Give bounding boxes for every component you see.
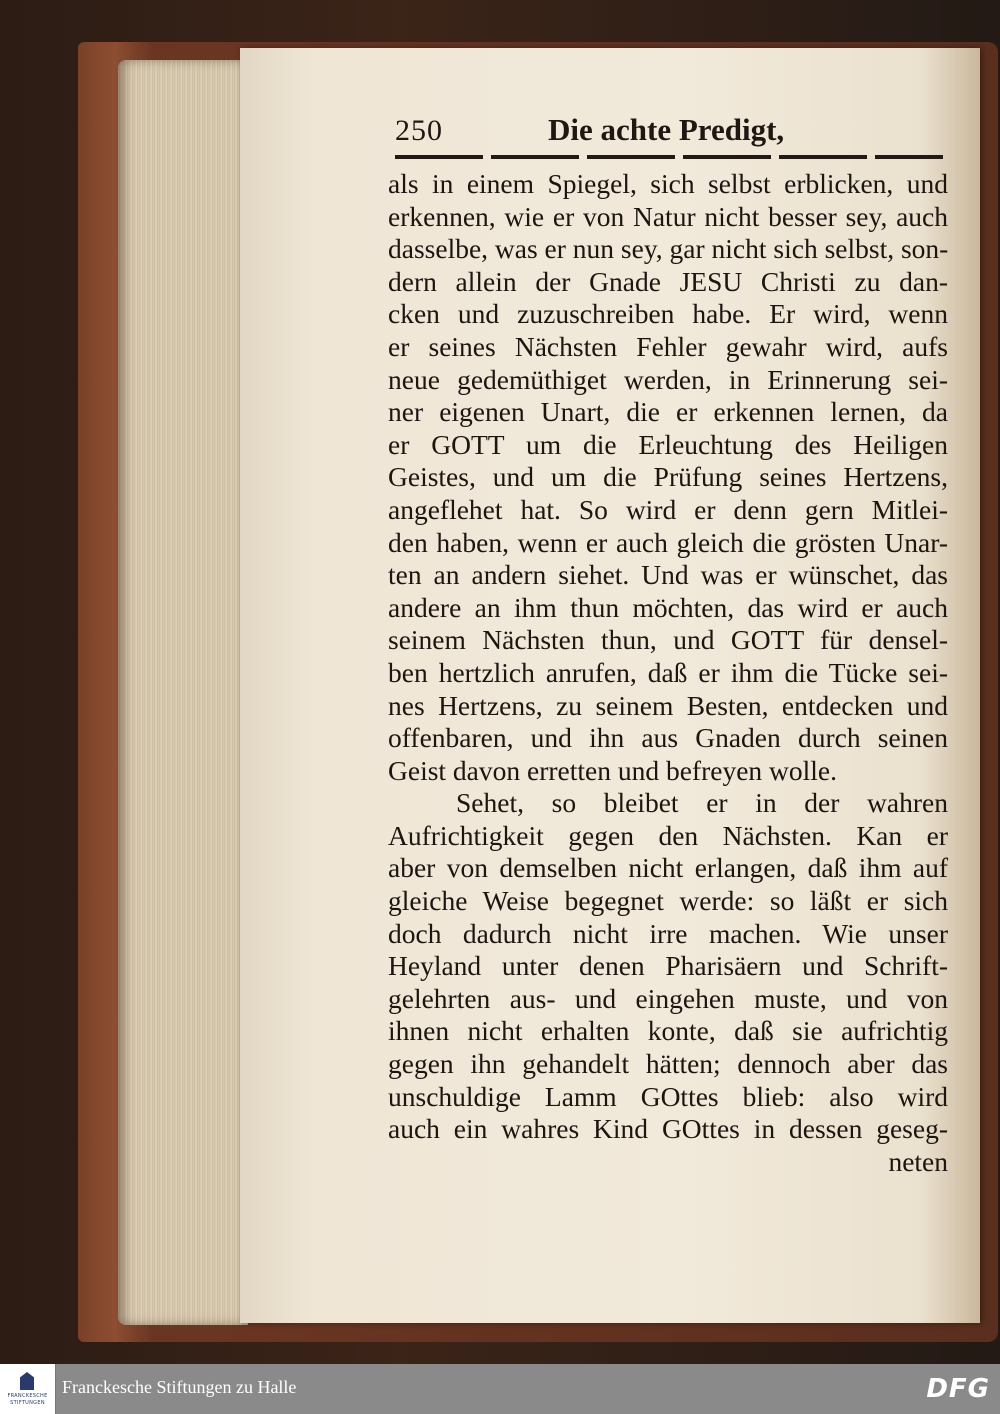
text-line: nes Hertzens, zu seinem Besten, entdecken und <box>388 689 948 721</box>
text-line: als in einem Spiegel, sich selbst erblicken, und <box>388 168 948 199</box>
text-line: gelehrten aus- und eingehen muste, und von <box>388 982 948 1014</box>
text-line: Geistes, und um die Prüfung seines Hertzens, <box>388 461 948 493</box>
page-header <box>395 108 943 152</box>
text-line: gegen ihn gehandelt hätten; dennoch aber das <box>388 1048 948 1080</box>
text-line: dasselbe, was er nun sey, gar nicht sich selbst, son- <box>388 233 949 265</box>
building-icon <box>20 1372 34 1390</box>
page-number: 250 <box>395 114 443 147</box>
catchword: neten <box>888 1145 948 1177</box>
text-line: cken und zuzuschreiben habe. Er wird, wenn <box>388 298 948 330</box>
text-line: andere an ihm thun möchten, das wird er auch <box>388 591 948 623</box>
text-line: erkennen, wie er von Natur nicht besser sey, auch <box>388 200 948 232</box>
text-line: doch dadurch nicht irre machen. Wie unser <box>388 917 948 949</box>
viewer-footer <box>0 1364 1000 1414</box>
page-edges <box>118 60 248 1325</box>
text-line: angeflehet hat. So wird er denn gern Mitlei- <box>388 493 948 525</box>
paragraph-first-line: Sehet, so bleibet er in der wahren <box>456 787 948 819</box>
text-line: er GOTT um die Erleuchtung des Heiligen <box>388 428 948 460</box>
logo-text: FRANCKESCHE STIFTUNGEN <box>7 1393 48 1406</box>
text-line: den haben, wenn er auch gleich die grösten Unar- <box>388 526 948 558</box>
dfg-logo[interactable]: DFG <box>926 1374 990 1404</box>
text-line: dern allein der Gnade JESU Christi zu dan- <box>388 265 948 297</box>
text-line: ten an andern siehet. Und was er wünschet, das <box>388 559 948 591</box>
text-line: unschuldige Lamm GOttes blieb: also wird <box>388 1080 948 1112</box>
text-line: ben hertzlich anrufen, daß er ihm die Tücke sei- <box>388 656 948 688</box>
body-text <box>388 168 948 1178</box>
text-line: seinem Nächsten thun, und GOTT für densel- <box>388 624 948 656</box>
institution-name: Franckesche Stiftungen zu Halle <box>62 1377 297 1397</box>
text-line: Aufrichtigkeit gegen den Nächsten. Kan er <box>388 819 948 851</box>
text-line: neue gedemüthiget werden, in Erinnerung sei- <box>388 363 948 395</box>
paragraph-last-line: Geist davon erretten und befreyen wolle. <box>388 754 837 786</box>
text-line: auch ein wahres Kind GOttes in dessen geseg- <box>388 1113 948 1145</box>
text-line: gleiche Weise begegnet werde: so läßt er sich <box>388 885 948 917</box>
text-line: ner eigenen Unart, die er erkennen lernen, da <box>388 396 948 428</box>
text-line: aber von demselben nicht erlangen, daß ihm auf <box>388 852 948 884</box>
franckesche-stiftungen-logo[interactable] <box>0 1364 56 1414</box>
text-line: Heyland unter denen Pharisäern und Schrift- <box>388 950 948 982</box>
text-line: ihnen nicht erhalten konte, daß sie aufrichtig <box>388 1015 948 1047</box>
running-head: Die achte Predigt, <box>548 112 785 147</box>
text-line: er seines Nächsten Fehler gewahr wird, aufs <box>388 330 948 362</box>
text-line: offenbaren, und ihn aus Gnaden durch seinen <box>388 722 948 754</box>
header-rule <box>395 155 943 159</box>
